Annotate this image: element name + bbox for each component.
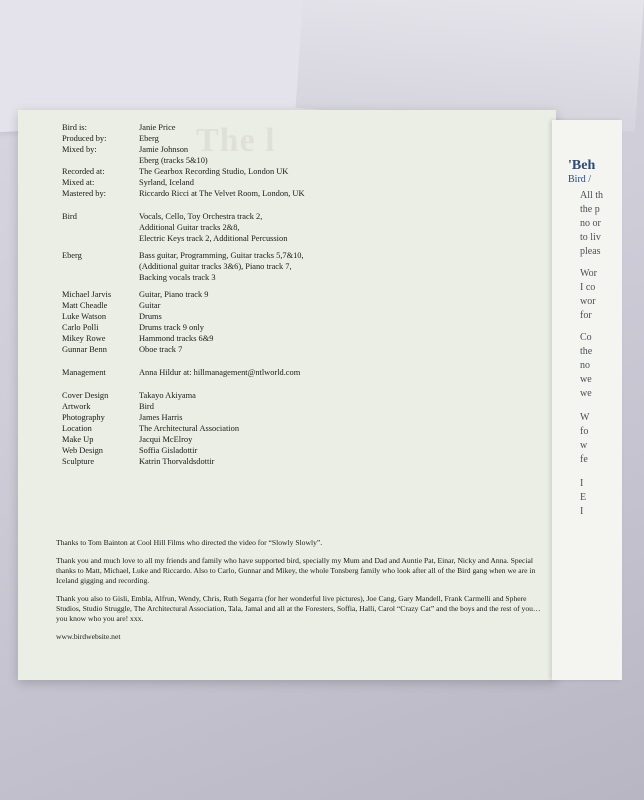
facing-page-text-line: pleas xyxy=(580,246,601,257)
credit-value: Syrland, Iceland xyxy=(139,178,194,187)
facing-page-text-line: Wor xyxy=(580,268,597,279)
facing-page-text-line: wor xyxy=(580,296,596,307)
artwork-credits-list xyxy=(62,390,305,467)
credit-value: Drums xyxy=(139,312,162,321)
credit-label: Photography xyxy=(62,413,105,422)
credit-row xyxy=(62,250,305,261)
facing-page-text-line: the xyxy=(580,346,593,357)
management-label: Management xyxy=(62,368,106,377)
credit-row xyxy=(62,155,305,166)
facing-page-text-line: fe xyxy=(580,454,588,465)
website-url: www.birdwebsite.net xyxy=(56,632,121,641)
credit-label: Matt Cheadle xyxy=(62,301,108,310)
main-musicians-list xyxy=(62,211,305,283)
credit-value: Janie Price xyxy=(139,123,176,132)
facing-page-text-line: for xyxy=(580,310,592,321)
credit-label: Produced by: xyxy=(62,134,107,143)
credit-label: Web Design xyxy=(62,446,103,455)
credit-row xyxy=(62,300,305,311)
facing-page-text-line: Co xyxy=(580,332,592,343)
thanks-paragraph: Thank you and much love to all my friends and family who have supported bird, specially my Mum and Dad and Auntie Pat, Einar, Nicky and Anna. Special thanks to Matt, Michael, Luke and Riccardo. Also to Carlo, Gunnar and Mikey, the whole Tonsberg family who look after all of the Bird gang when we are in Iceland gigging and recording. xyxy=(56,556,536,585)
facing-page-text-line: no xyxy=(580,360,590,371)
credit-label: Bird is: xyxy=(62,123,87,132)
credit-label: Carlo Polli xyxy=(62,323,99,332)
facing-page-text-line: fo xyxy=(580,426,589,437)
credit-value: Backing vocals track 3 xyxy=(139,273,216,282)
credit-row xyxy=(62,311,305,322)
credit-row xyxy=(62,401,305,412)
credit-value: (Additional guitar tracks 3&6), Piano track 7, xyxy=(139,262,292,271)
facing-page-text-line: E xyxy=(580,492,587,503)
thanks-section xyxy=(56,538,546,642)
credit-row xyxy=(62,133,305,144)
management-value: Anna Hildur at: hillmanagement@ntlworld.com xyxy=(139,368,301,377)
credit-row xyxy=(62,188,305,199)
credit-label xyxy=(62,155,139,166)
credit-label xyxy=(62,261,139,272)
credit-row xyxy=(62,177,305,188)
credit-label: Eberg xyxy=(62,251,82,260)
credit-label: Luke Watson xyxy=(62,312,107,321)
credit-label: Recorded at: xyxy=(62,167,105,176)
credit-row xyxy=(62,344,305,355)
credit-label xyxy=(62,272,139,283)
credit-value: Soffia Gisladottir xyxy=(139,446,198,455)
credit-row xyxy=(62,434,305,445)
credit-value: Guitar xyxy=(139,301,161,310)
credit-value: Oboe track 7 xyxy=(139,345,183,354)
credit-value: James Harris xyxy=(139,413,183,422)
credit-value: Riccardo Ricci at The Velvet Room, London, UK xyxy=(139,189,305,198)
production-credits-list xyxy=(62,122,305,199)
credit-row xyxy=(62,261,305,272)
credit-label: Bird xyxy=(62,212,77,221)
credit-row xyxy=(62,233,305,244)
credit-value: Katrin Thorvaldsdottir xyxy=(139,457,215,466)
credit-row xyxy=(62,390,305,401)
credit-row xyxy=(62,222,305,233)
credit-row xyxy=(62,322,305,333)
credit-value: Additional Guitar tracks 2&8, xyxy=(139,223,240,232)
credit-value: Bird xyxy=(139,402,154,411)
guest-musicians-list xyxy=(62,289,305,355)
faded-title-watermark: The l xyxy=(196,122,276,159)
credit-label: Cover Design xyxy=(62,391,109,400)
credit-label: Mikey Rowe xyxy=(62,334,106,343)
credit-row xyxy=(62,423,305,434)
credit-label: Mixed by: xyxy=(62,145,97,154)
credit-row xyxy=(62,333,305,344)
credit-row xyxy=(62,122,305,133)
credit-label: Make Up xyxy=(62,435,94,444)
facing-page-text-line: I xyxy=(580,478,584,489)
credit-value: Hammond tracks 6&9 xyxy=(139,334,214,343)
credit-value: The Gearbox Recording Studio, London UK xyxy=(139,167,289,176)
credit-label: Michael Jarvis xyxy=(62,290,112,299)
credit-value: The Architectural Association xyxy=(139,424,240,433)
credit-value: Jamie Johnson xyxy=(139,145,189,154)
credit-value: Drums track 9 only xyxy=(139,323,204,332)
credit-value: Jacqui McElroy xyxy=(139,435,193,444)
credit-value: Guitar, Piano track 9 xyxy=(139,290,209,299)
credit-value: Vocals, Cello, Toy Orchestra track 2, xyxy=(139,212,263,221)
credit-row xyxy=(62,144,305,155)
facing-page-text-line: no or xyxy=(580,218,601,229)
thanks-paragraph: Thank you also to Gisli, Embla, Alfrun, Wendy, Chris, Ruth Segarra (for her wonderful live pictures), Joe Cang, Gary Mandell, Frank Carmelli and Sphere Studios, Studio Struggle, The Architectural Association, Tala, Jamal and all at the Foresters, Soffia, Halli, Carol “Crazy Cat” and the boys and the rest of you…you know who you are! xxx. xyxy=(56,594,541,623)
credit-row xyxy=(62,289,305,300)
management-row xyxy=(62,367,305,378)
credit-label: Artwork xyxy=(62,402,91,411)
facing-page-title: 'Beh xyxy=(568,158,596,173)
facing-page-text-line: we xyxy=(580,374,592,385)
credit-row xyxy=(62,412,305,423)
facing-page-text-line: to liv xyxy=(580,232,601,243)
credits-block xyxy=(62,122,305,467)
credit-row xyxy=(62,272,305,283)
credit-label: Gunnar Benn xyxy=(62,345,107,354)
facing-page-text-line: w xyxy=(580,440,588,451)
facing-page-subtitle: Bird / xyxy=(568,174,592,185)
cd-booklet-page xyxy=(18,110,556,680)
credit-row xyxy=(62,445,305,456)
facing-page-text-line: I co xyxy=(580,282,596,293)
facing-page-text-line: the p xyxy=(580,204,600,215)
facing-page-text-line: I xyxy=(580,506,584,517)
credit-value: Eberg (tracks 5&10) xyxy=(139,156,208,165)
credit-value: Electric Keys track 2, Additional Percussion xyxy=(139,234,288,243)
credit-value: Eberg xyxy=(139,134,159,143)
facing-page-text-line: W xyxy=(580,412,590,423)
facing-page-text-line: we xyxy=(580,388,592,399)
credit-value: Bass guitar, Programming, Guitar tracks 5,7&10, xyxy=(139,251,304,260)
credit-row xyxy=(62,456,305,467)
credit-label: Location xyxy=(62,424,92,433)
thanks-paragraph: Thanks to Tom Bainton at Cool Hill Films who directed the video for “Slowly Slowly”. xyxy=(56,538,323,547)
credit-label xyxy=(62,233,139,244)
credit-label: Mastered by: xyxy=(62,189,106,198)
credit-row xyxy=(62,211,305,222)
credit-label: Sculpture xyxy=(62,457,95,466)
credit-value: Takayo Akiyama xyxy=(139,391,196,400)
credit-label xyxy=(62,222,139,233)
credit-row xyxy=(62,166,305,177)
credit-label: Mixed at: xyxy=(62,178,95,187)
facing-page-text-line: All th xyxy=(580,190,604,201)
facing-page xyxy=(552,120,622,680)
